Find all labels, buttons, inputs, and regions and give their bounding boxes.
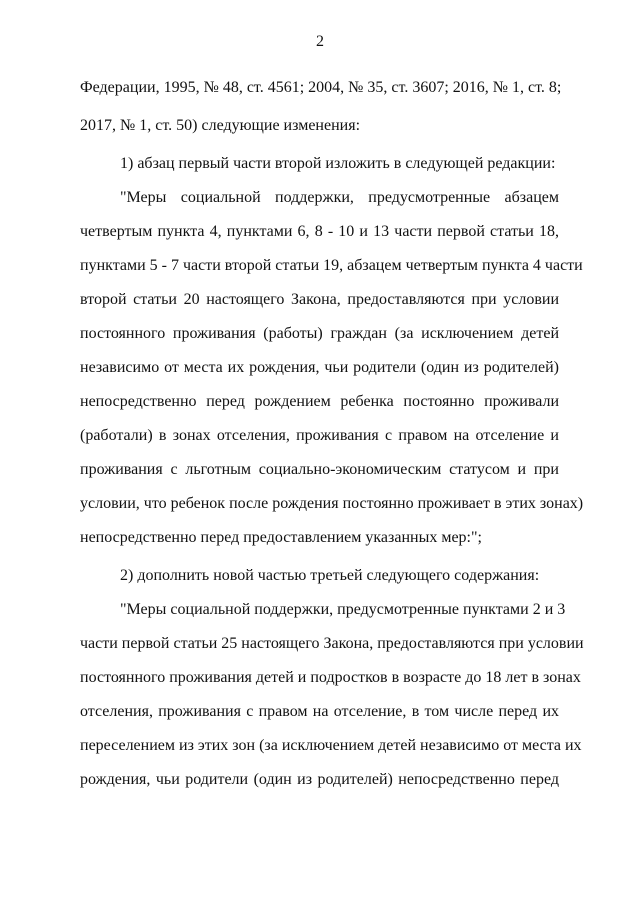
- text-line: переселением из этих зон (за исключением детей независимо от места их: [80, 737, 582, 754]
- text-line: рождения, чьи родители (один из родителей) непосредственно перед: [80, 771, 559, 788]
- page-number: 2: [316, 33, 324, 50]
- paragraph-heading: 2) дополнить новой частью третьей следующего содержания:: [120, 567, 540, 584]
- text-line: 2017, № 1, ст. 50) следующие изменения:: [80, 117, 361, 134]
- text-line: "Меры социальной поддержки, предусмотренные абзацем: [120, 189, 559, 206]
- text-line: независимо от места их рождения, чьи родители (один из родителей): [80, 359, 559, 376]
- text-line: четвертым пункта 4, пунктами 6, 8 - 10 и 13 части первой статьи 18,: [80, 223, 559, 240]
- text-line: проживания с льготным социально-экономическим статусом и при: [80, 461, 559, 478]
- text-line: условии, что ребенок после рождения постоянно проживает в этих зонах): [80, 495, 584, 512]
- text-line: отселения, проживания с правом на отселение, в том числе перед их: [80, 703, 559, 720]
- text-line: "Меры социальной поддержки, предусмотренные пунктами 2 и 3: [120, 601, 566, 618]
- text-line: Федерации, 1995, № 48, ст. 4561; 2004, № 35, ст. 3607; 2016, № 1, ст. 8;: [80, 79, 562, 96]
- text-line: (работали) в зонах отселения, проживания с правом на отселение и: [80, 427, 559, 444]
- text-line: непосредственно перед рождением ребенка постоянно проживали: [80, 393, 559, 410]
- text-line: части первой статьи 25 настоящего Закона, предоставляются при условии: [80, 635, 584, 652]
- text-line: второй статьи 20 настоящего Закона, предоставляются при условии: [80, 291, 559, 308]
- text-line: постоянного проживания детей и подростков в возрасте до 18 лет в зонах: [80, 669, 581, 686]
- text-line: непосредственно перед предоставлением указанных мер:";: [80, 529, 482, 546]
- paragraph-heading: 1) абзац первый части второй изложить в следующей редакции:: [120, 155, 556, 172]
- text-line: пунктами 5 - 7 части второй статьи 19, абзацем четвертым пункта 4 части: [80, 257, 583, 274]
- text-line: постоянного проживания (работы) граждан (за исключением детей: [80, 325, 559, 342]
